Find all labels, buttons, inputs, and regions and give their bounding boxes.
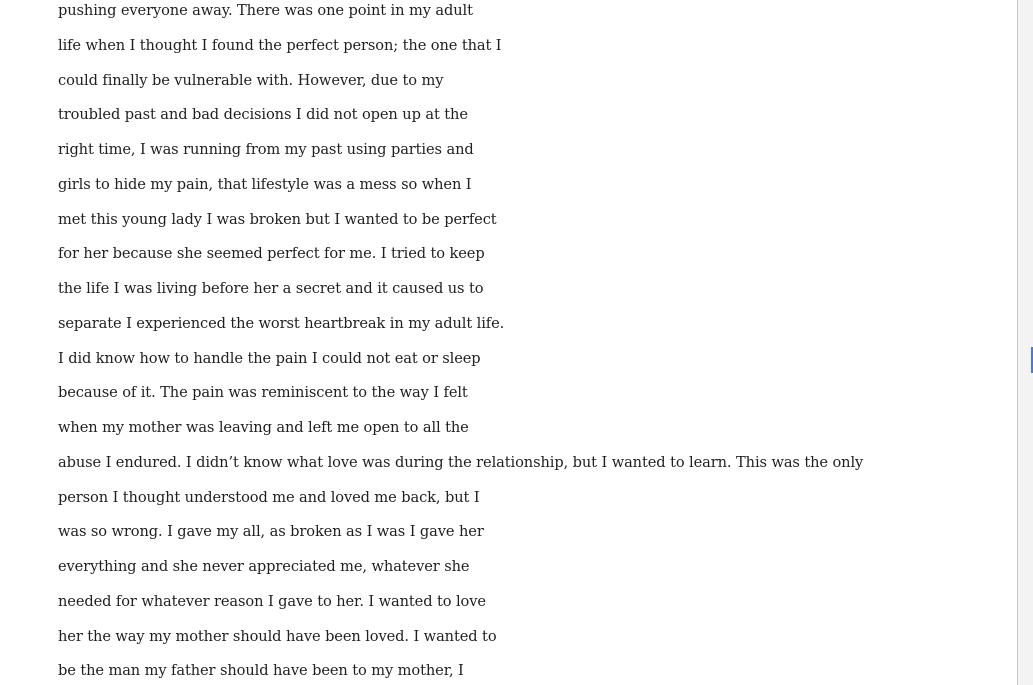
text-line: right time, I was running from my past using parties and <box>58 141 474 158</box>
text-line: be the man my father should have been to my mother, I <box>58 662 464 680</box>
text-line: for her because she seemed perfect for me. I tried to keep <box>58 245 485 263</box>
document-body[interactable] <box>58 0 863 685</box>
text-line: I did know how to handle the pain I could not eat or sleep <box>58 349 481 367</box>
text-line: because of it. The pain was reminiscent to the way I felt <box>58 384 468 402</box>
text-line: pushing everyone away. There was one point in my adult <box>58 2 473 19</box>
text-line: everything and she never appreciated me, whatever she <box>58 558 470 575</box>
right-margin-area <box>1018 0 1033 685</box>
text-line: when my mother was leaving and left me open to all the <box>58 419 469 436</box>
text-line: troubled past and bad decisions I did not open up at the <box>58 106 468 124</box>
text-line: met this young lady I was broken but I wanted to be perfect <box>58 210 497 228</box>
text-line: person I thought understood me and loved me back, but I <box>58 488 480 506</box>
text-line: was so wrong. I gave my all, as broken as I was I gave her <box>58 523 484 541</box>
text-line: separate I experienced the worst heartbreak in my adult life. <box>58 314 505 332</box>
text-line: could finally be vulnerable with. However, due to my <box>58 71 444 89</box>
text-line: abuse I endured. I didn’t know what love was during the relationship, but I wanted to learn. This was the only <box>58 453 864 471</box>
text-line: needed for whatever reason I gave to her. I wanted to love <box>58 592 486 610</box>
text-line: her the way my mother should have been loved. I wanted to <box>58 627 497 645</box>
text-line: life when I thought I found the perfect person; the one that I <box>58 36 502 54</box>
text-line: girls to hide my pain, that lifestyle was a mess so when I <box>58 175 472 193</box>
text-line: the life I was living before her a secret and it caused us to <box>58 280 484 297</box>
